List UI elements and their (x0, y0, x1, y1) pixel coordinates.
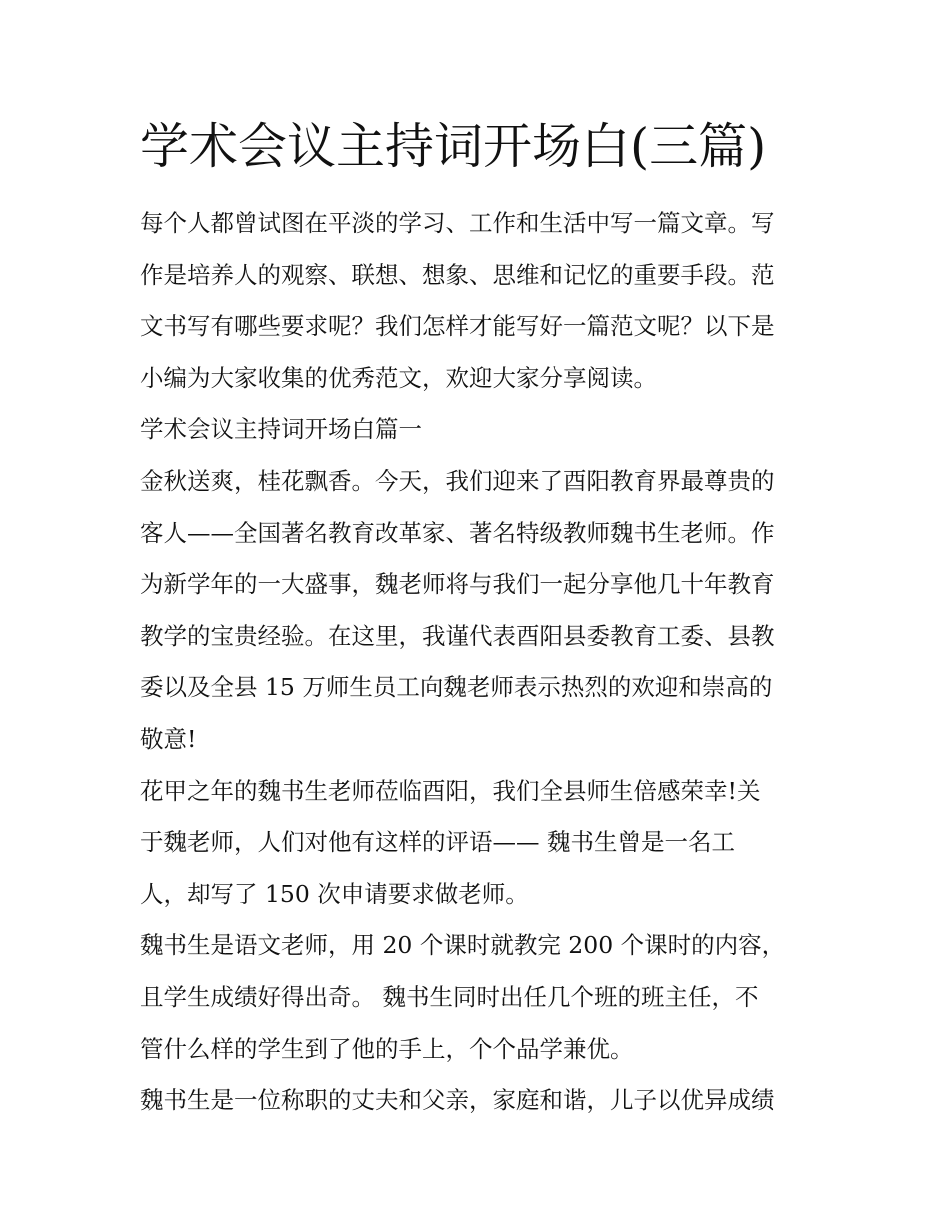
paragraph-line: 客人——全国著名教育改革家、著名特级教师魏书生老师。作 (140, 518, 775, 547)
paragraph-line: 作是培养人的观察、联想、想象、思维和记忆的重要手段。范 (140, 260, 775, 289)
paragraph-line: 金秋送爽，桂花飘香。今天，我们迎来了酉阳教育界最尊贵的 (140, 466, 775, 495)
paragraph-line: 每个人都曾试图在平淡的学习、工作和生活中写一篇文章。写 (140, 209, 775, 237)
document-title: 学术会议主持词开场白(三篇) (140, 118, 767, 175)
section-heading: 学术会议主持词开场白篇一 (140, 415, 422, 444)
paragraph-line: 人，却写了 150 次申请要求做老师。 (140, 879, 529, 908)
paragraph-line: 敬意! (140, 724, 197, 753)
paragraph-line: 花甲之年的魏书生老师莅临酉阳，我们全县师生倍感荣幸!关 (140, 776, 761, 805)
paragraph-line: 管什么样的学生到了他的手上，个个品学兼优。 (140, 1034, 634, 1063)
paragraph-line: 委以及全县 15 万师生员工向魏老师表示热烈的欢迎和崇高的 (140, 673, 773, 702)
paragraph-line: 于魏老师，人们对他有这样的评语—— 魏书生曾是一名工 (140, 828, 735, 857)
paragraph-line: 且学生成绩好得出奇。 魏书生同时出任几个班的班主任，不 (140, 982, 759, 1011)
paragraph-line: 小编为大家收集的优秀范文，欢迎大家分享阅读。 (140, 363, 657, 392)
paragraph-line: 魏书生是语文老师，用 20 个课时就教完 200 个课时的内容， (140, 931, 786, 960)
paragraph-line: 为新学年的一大盛事，魏老师将与我们一起分享他几十年教育 (140, 570, 775, 599)
paragraph-line: 文书写有哪些要求呢？我们怎样才能写好一篇范文呢？以下是 (140, 312, 775, 341)
document-body (140, 198, 820, 1127)
paragraph-line: 教学的宝贵经验。在这里，我谨代表酉阳县委教育工委、县教 (140, 621, 775, 650)
paragraph-line: 魏书生是一位称职的丈夫和父亲，家庭和谐，儿子以优异成绩 (140, 1086, 775, 1115)
